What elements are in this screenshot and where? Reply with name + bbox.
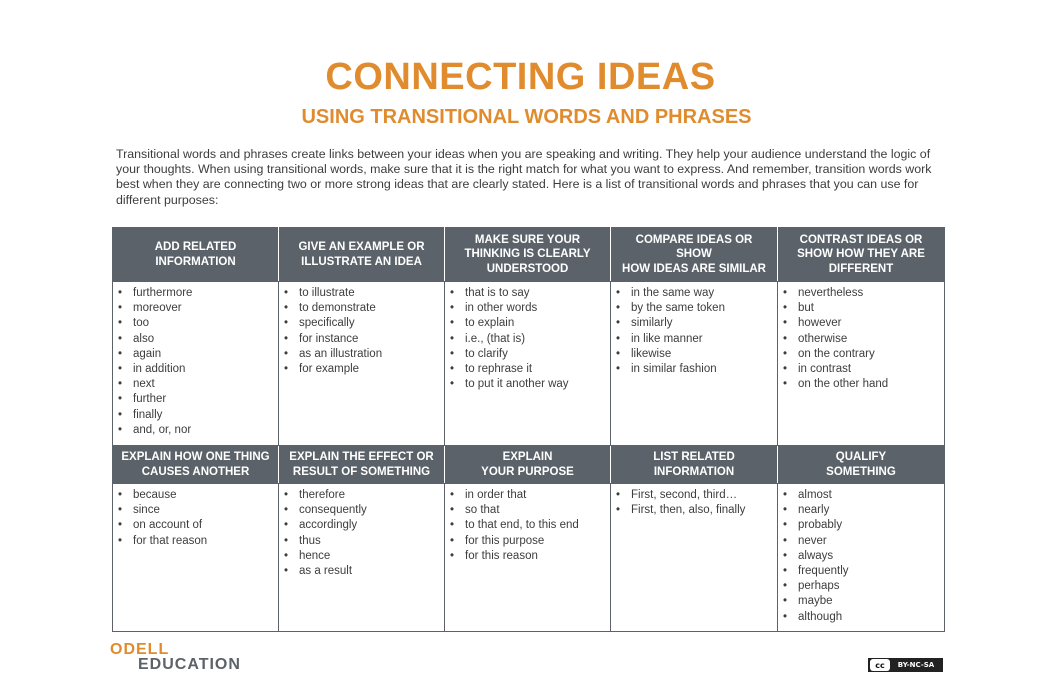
list-item: • i.e., (that is)	[449, 332, 606, 347]
list-item: • almost	[782, 488, 940, 503]
word-list	[782, 286, 940, 392]
word-list	[117, 286, 274, 438]
logo-line-education: EDUCATION	[138, 656, 241, 673]
list-item: • next	[117, 377, 274, 392]
list-item: • likewise	[615, 347, 773, 362]
page-title: CONNECTING IDEAS	[325, 56, 716, 98]
list-item: • for this reason	[449, 549, 606, 564]
word-list-cell	[445, 282, 611, 446]
list-item: • on the contrary	[782, 347, 940, 362]
list-item: • in other words	[449, 301, 606, 316]
list-item: • also	[117, 332, 274, 347]
list-item: • in the same way	[615, 286, 773, 301]
list-item: • in like manner	[615, 332, 773, 347]
column-header: ADD RELATED INFORMATION	[113, 228, 279, 282]
list-item: • in order that	[449, 488, 606, 503]
list-item: • to rephrase it	[449, 362, 606, 377]
list-item: • for that reason	[117, 534, 274, 549]
cc-icon: cc	[870, 659, 890, 671]
list-item: • to put it another way	[449, 377, 606, 392]
list-item: • on the other hand	[782, 377, 940, 392]
list-item: • in similar fashion	[615, 362, 773, 377]
list-item: • for example	[283, 362, 440, 377]
list-item: • otherwise	[782, 332, 940, 347]
list-item: • specifically	[283, 316, 440, 331]
list-item: • however	[782, 316, 940, 331]
transitions-table	[112, 227, 945, 632]
list-item: • that is to say	[449, 286, 606, 301]
list-item: • perhaps	[782, 579, 940, 594]
list-item: • although	[782, 610, 940, 625]
list-item: • so that	[449, 503, 606, 518]
list-item: • furthermore	[117, 286, 274, 301]
word-list-cell	[778, 484, 945, 632]
word-list	[615, 488, 773, 518]
list-item: • maybe	[782, 594, 940, 609]
list-item: • because	[117, 488, 274, 503]
list-item: • on account of	[117, 518, 274, 533]
list-item: • in addition	[117, 362, 274, 377]
word-list	[449, 488, 606, 564]
word-list-cell	[113, 484, 279, 632]
word-list	[283, 286, 440, 377]
cc-license-badge	[868, 658, 943, 672]
list-item: • to demonstrate	[283, 301, 440, 316]
bottom-body-row	[113, 484, 945, 632]
list-item: • since	[117, 503, 274, 518]
list-item: • hence	[283, 549, 440, 564]
list-item: • similarly	[615, 316, 773, 331]
list-item: • nearly	[782, 503, 940, 518]
list-item: • to that end, to this end	[449, 518, 606, 533]
top-header-row	[113, 228, 945, 282]
list-item: • frequently	[782, 564, 940, 579]
word-list-cell	[279, 282, 445, 446]
word-list-cell	[279, 484, 445, 632]
top-body-row	[113, 282, 945, 446]
list-item: • to illustrate	[283, 286, 440, 301]
word-list-cell	[778, 282, 945, 446]
list-item: • but	[782, 301, 940, 316]
list-item: • moreover	[117, 301, 274, 316]
column-header: LIST RELATED INFORMATION	[611, 446, 778, 484]
page-subtitle: USING TRANSITIONAL WORDS AND PHRASES	[301, 106, 752, 128]
column-header: CONTRAST IDEAS OR SHOW HOW THEY ARE DIFFERENT	[778, 228, 945, 282]
word-list	[615, 286, 773, 377]
license-label: BY-NC-SA	[897, 661, 935, 669]
bottom-header-row	[113, 446, 945, 484]
list-item: • finally	[117, 408, 274, 423]
list-item: • as an illustration	[283, 347, 440, 362]
list-item: • and, or, nor	[117, 423, 274, 438]
list-item: • to clarify	[449, 347, 606, 362]
column-header: QUALIFY SOMETHING	[778, 446, 945, 484]
list-item: • in contrast	[782, 362, 940, 377]
word-list	[782, 488, 940, 625]
list-item: • by the same token	[615, 301, 773, 316]
list-item: • always	[782, 549, 940, 564]
list-item: • therefore	[283, 488, 440, 503]
column-header: MAKE SURE YOUR THINKING IS CLEARLY UNDERSTOOD	[445, 228, 611, 282]
list-item: • for this purpose	[449, 534, 606, 549]
list-item: • for instance	[283, 332, 440, 347]
list-item: • thus	[283, 534, 440, 549]
logo-line-odell: ODELL	[110, 641, 170, 658]
list-item: • to explain	[449, 316, 606, 331]
list-item: • further	[117, 392, 274, 407]
column-header: EXPLAIN YOUR PURPOSE	[445, 446, 611, 484]
list-item: • never	[782, 534, 940, 549]
column-header: COMPARE IDEAS OR SHOW HOW IDEAS ARE SIMILAR	[611, 228, 778, 282]
word-list	[117, 488, 274, 549]
list-item: • probably	[782, 518, 940, 533]
list-item: • as a result	[283, 564, 440, 579]
list-item: • accordingly	[283, 518, 440, 533]
word-list	[283, 488, 440, 579]
intro-paragraph: Transitional words and phrases create links between your ideas when you are speaking and writing. They help your audience understand the logic of your thoughts. When using transitional words, make sure that it is the right match for what you want to express. And remember, transition words work best when they are connecting two or more strong ideas that are clearly stated. Here is a list of transitional words and phrases that you can use for different purposes:	[116, 147, 932, 207]
column-header: EXPLAIN HOW ONE THING CAUSES ANOTHER	[113, 446, 279, 484]
word-list-cell	[611, 282, 778, 446]
list-item: • First, then, also, finally	[615, 503, 773, 518]
column-header: EXPLAIN THE EFFECT OR RESULT OF SOMETHING	[279, 446, 445, 484]
list-item: • again	[117, 347, 274, 362]
column-header: GIVE AN EXAMPLE OR ILLUSTRATE AN IDEA	[279, 228, 445, 282]
list-item: • consequently	[283, 503, 440, 518]
list-item: • nevertheless	[782, 286, 940, 301]
word-list-cell	[611, 484, 778, 632]
list-item: • too	[117, 316, 274, 331]
list-item: • First, second, third…	[615, 488, 773, 503]
word-list-cell	[445, 484, 611, 632]
odell-education-logo	[110, 641, 260, 677]
word-list-cell	[113, 282, 279, 446]
word-list	[449, 286, 606, 392]
